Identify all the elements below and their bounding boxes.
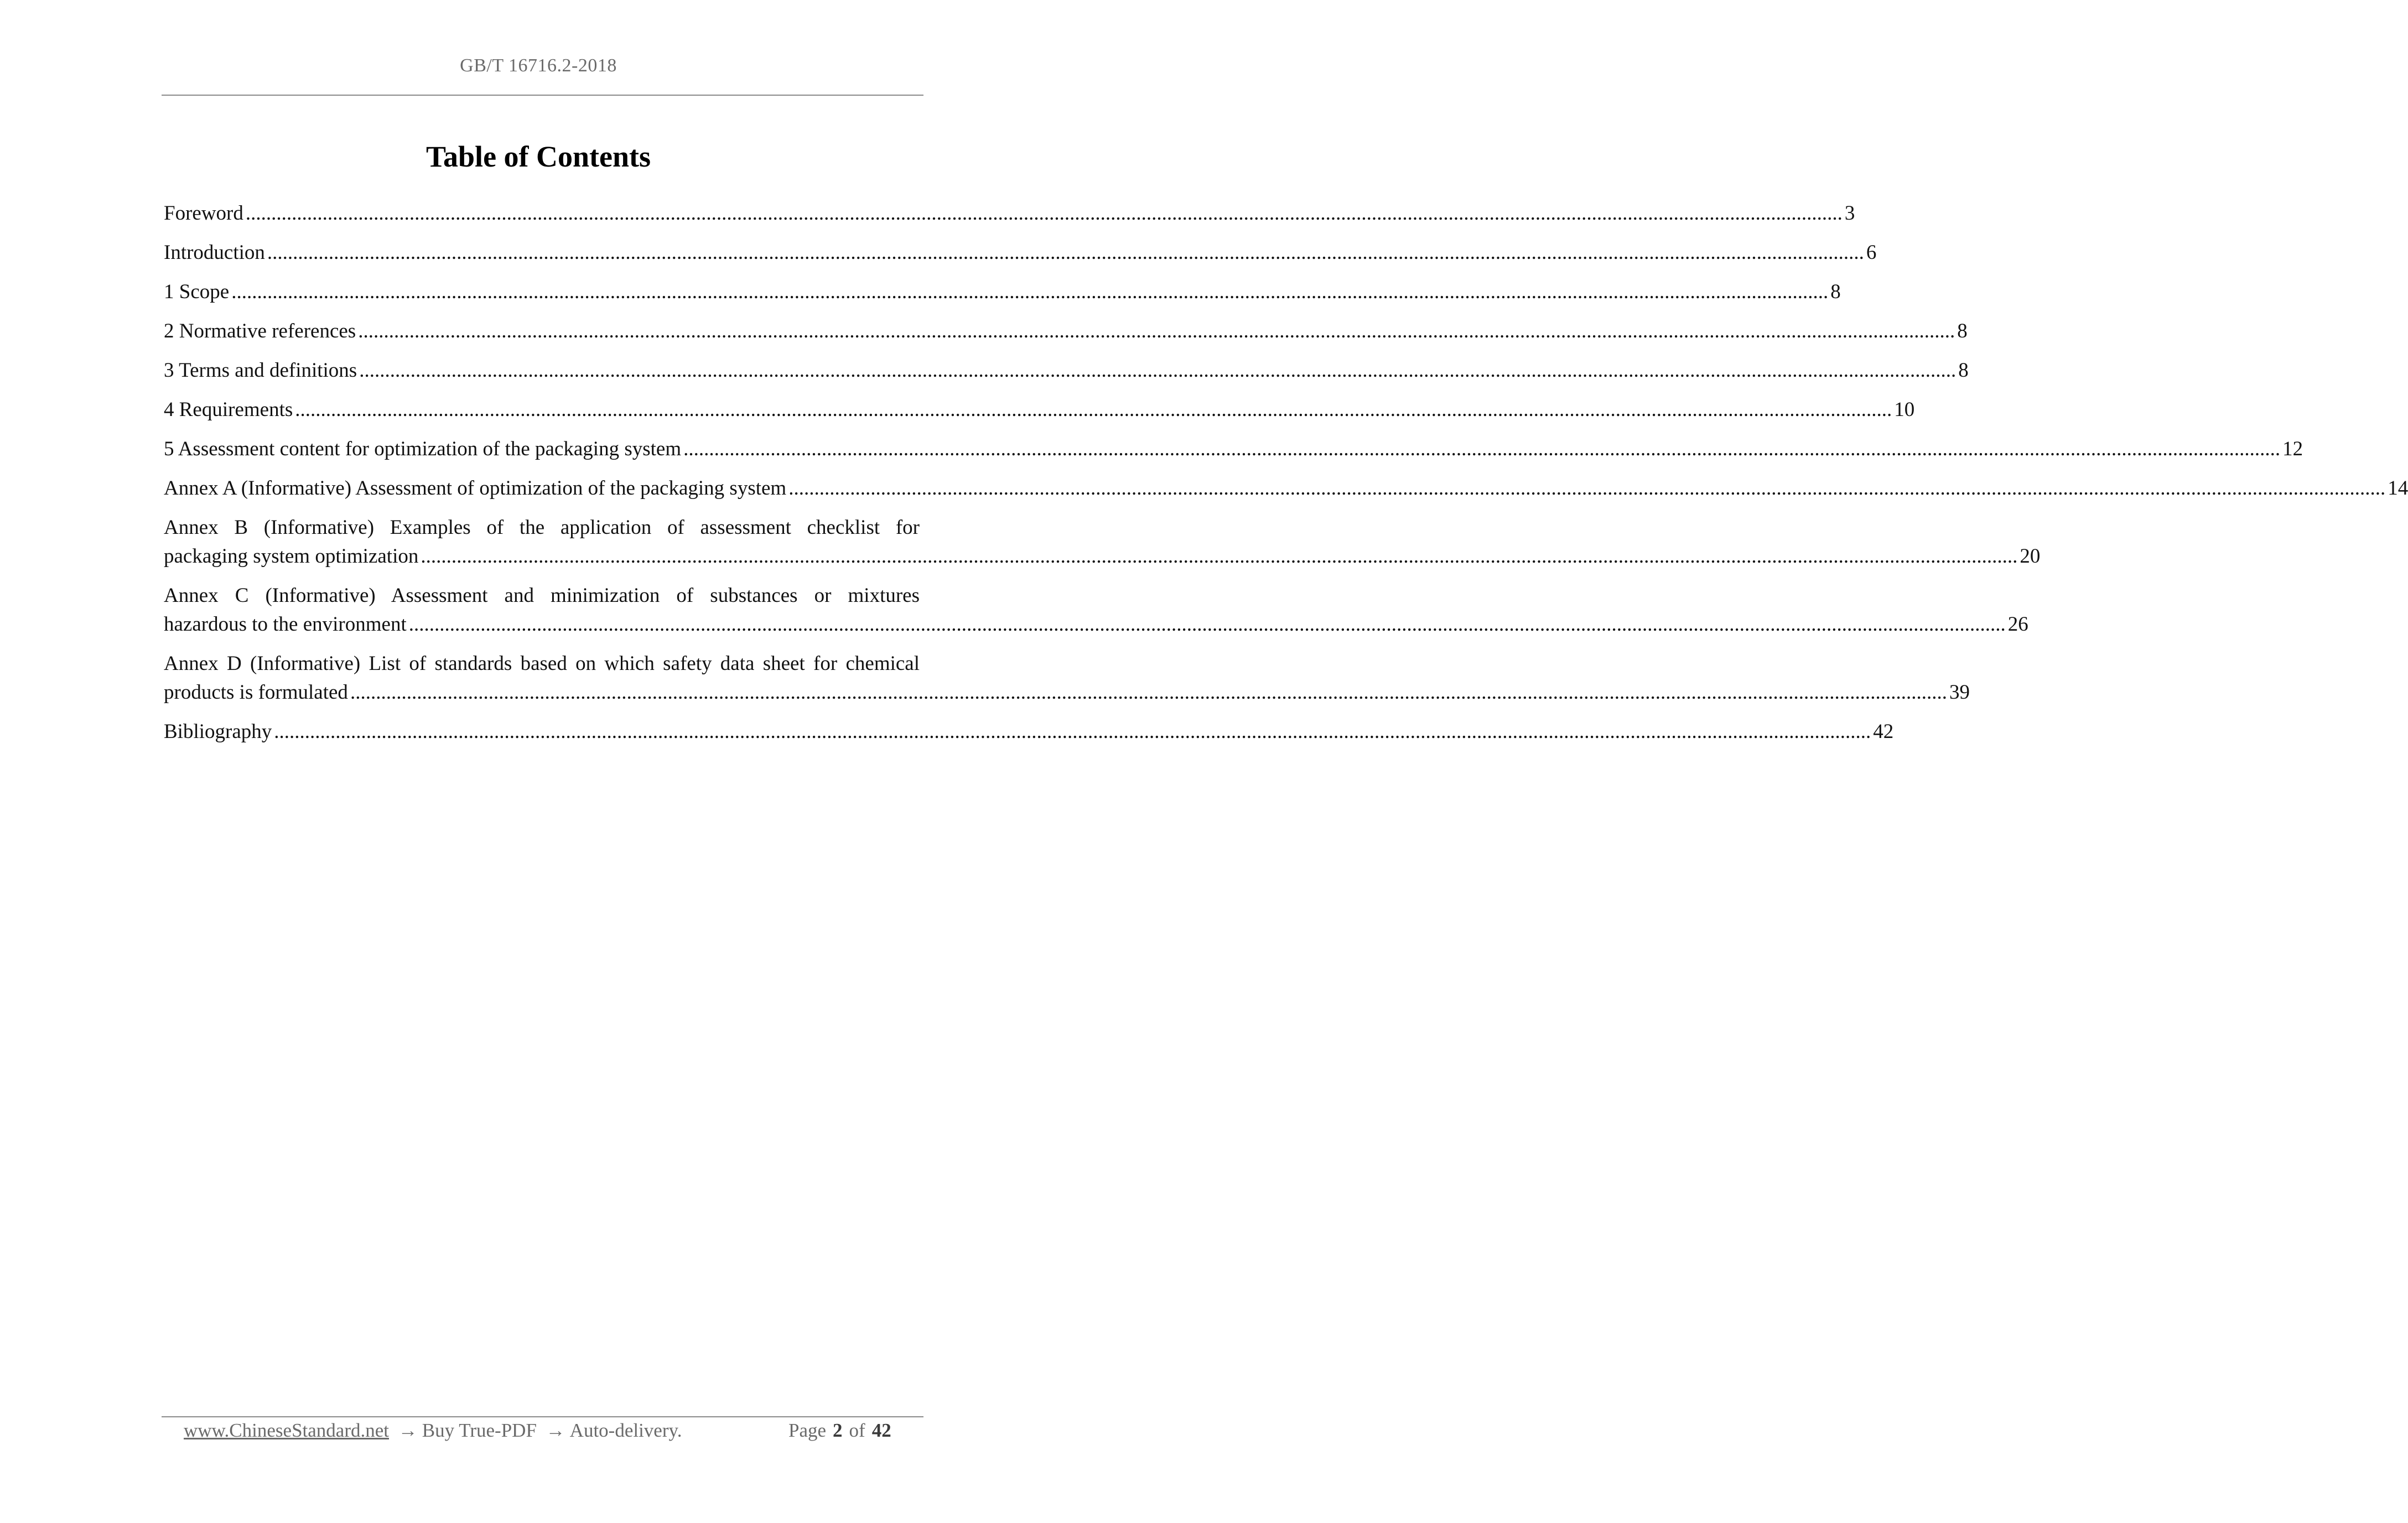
toc-page-number: 20 [2020, 545, 2041, 568]
toc-entry-title: 3 Terms and definitions [164, 359, 357, 382]
document-header-id: GB/T 16716.2-2018 [460, 55, 617, 76]
delivery-text: Auto-delivery. [569, 1420, 682, 1441]
toc-entry-title-line: Annex B (Informative) Examples of the application of assessment checklist for [164, 516, 920, 539]
buy-text: Buy True-PDF [422, 1420, 537, 1441]
toc-dot-leader: ........................................................................................................................................................................................................................................................................................................................ [267, 241, 1864, 264]
toc-title: Table of Contents [425, 140, 651, 173]
toc-entry-row [164, 610, 2028, 639]
toc-page-number: 10 [1894, 398, 1915, 421]
toc-entry[interactable] [164, 435, 2303, 464]
toc-entry[interactable] [164, 356, 1969, 385]
toc-entry-row [164, 356, 1969, 385]
toc-page-number: 8 [1958, 359, 1969, 382]
toc-dot-leader: ........................................................................................................................................................................................................................................................................................................................ [408, 613, 2006, 636]
toc-entry-title-line: Annex D (Informative) List of standards based on which safety data sheet for chemical [164, 652, 920, 675]
toc-entry-title: Annex A (Informative) Assessment of optimization of the packaging system [164, 477, 787, 500]
total-pages-number: 42 [871, 1420, 891, 1441]
of-label: of [849, 1420, 865, 1441]
toc-entry-row [164, 474, 2408, 503]
toc-entry-title: Introduction [164, 241, 265, 264]
toc-entry[interactable] [164, 278, 1841, 306]
toc-entry-row [164, 396, 1915, 424]
toc-entry[interactable] [164, 238, 1877, 267]
toc-entry-title: 1 Scope [164, 280, 230, 303]
toc-entry-row [164, 718, 1894, 746]
toc-entry[interactable] [164, 317, 1968, 346]
toc-dot-leader: ........................................................................................................................................................................................................................................................................................................................ [421, 545, 2018, 568]
toc-page-number: 39 [1949, 681, 1970, 704]
toc-dot-leader: ........................................................................................................................................................................................................................................................................................................................ [274, 720, 1871, 743]
toc-entry-title: 2 Normative references [164, 320, 356, 342]
toc-entry-row [164, 435, 2303, 464]
toc-dot-leader: ........................................................................................................................................................................................................................................................................................................................ [359, 359, 1957, 382]
toc-dot-leader: ........................................................................................................................................................................................................................................................................................................................ [245, 202, 1843, 225]
toc-entry-title: hazardous to the environment [164, 613, 407, 636]
toc-page-number: 8 [1957, 320, 1968, 342]
toc-dot-leader: ........................................................................................................................................................................................................................................................................................................................ [683, 438, 2281, 460]
toc-entry-title: Bibliography [164, 720, 272, 743]
toc-dot-leader: ........................................................................................................................................................................................................................................................................................................................ [350, 681, 1947, 704]
toc-entry[interactable] [164, 396, 1915, 424]
toc-entry-title: 5 Assessment content for optimization of the packaging system [164, 438, 682, 460]
toc-dot-leader: ........................................................................................................................................................................................................................................................................................................................ [788, 477, 2386, 500]
toc-entry-row [164, 678, 1970, 707]
toc-entry-title-line: Annex C (Informative) Assessment and minimization of substances or mixtures [164, 584, 920, 607]
toc-entry-title: Foreword [164, 202, 243, 225]
arrow-right-icon: → [546, 1420, 565, 1441]
toc-entry-row [164, 238, 1877, 267]
toc-entry[interactable] [164, 513, 2041, 571]
toc-page-number: 6 [1866, 241, 1877, 264]
toc-entry-title: 4 Requirements [164, 398, 293, 421]
toc-entry[interactable] [164, 199, 1855, 228]
arrow-right-icon: → [398, 1420, 418, 1441]
page-indicator [788, 1420, 898, 1442]
toc-entry[interactable] [164, 581, 2028, 639]
table-of-contents [164, 199, 2408, 757]
page-label: Page [788, 1420, 827, 1441]
toc-entry-row [164, 317, 1968, 346]
header-divider [162, 95, 923, 96]
toc-entry[interactable] [164, 649, 1970, 707]
toc-entry[interactable] [164, 718, 1894, 746]
toc-dot-leader: ........................................................................................................................................................................................................................................................................................................................ [295, 398, 1892, 421]
footer-divider [162, 1416, 923, 1417]
toc-page-number: 42 [1873, 720, 1894, 743]
site-link[interactable]: www.ChineseStandard.net [184, 1420, 389, 1441]
toc-entry[interactable] [164, 474, 2408, 503]
toc-entry-row [164, 542, 2041, 571]
toc-dot-leader: ........................................................................................................................................................................................................................................................................................................................ [231, 280, 1829, 303]
toc-dot-leader: ........................................................................................................................................................................................................................................................................................................................ [358, 320, 1955, 342]
toc-entry-row [164, 199, 1855, 228]
toc-entry-title: packaging system optimization [164, 545, 419, 568]
toc-entry-title: products is formulated [164, 681, 348, 704]
toc-entry-row [164, 278, 1841, 306]
current-page-number: 2 [833, 1420, 843, 1441]
toc-page-number: 12 [2282, 438, 2303, 460]
toc-page-number: 14 [2388, 477, 2408, 500]
toc-page-number: 8 [1830, 280, 1841, 303]
toc-page-number: 26 [2007, 613, 2028, 636]
toc-page-number: 3 [1844, 202, 1855, 225]
